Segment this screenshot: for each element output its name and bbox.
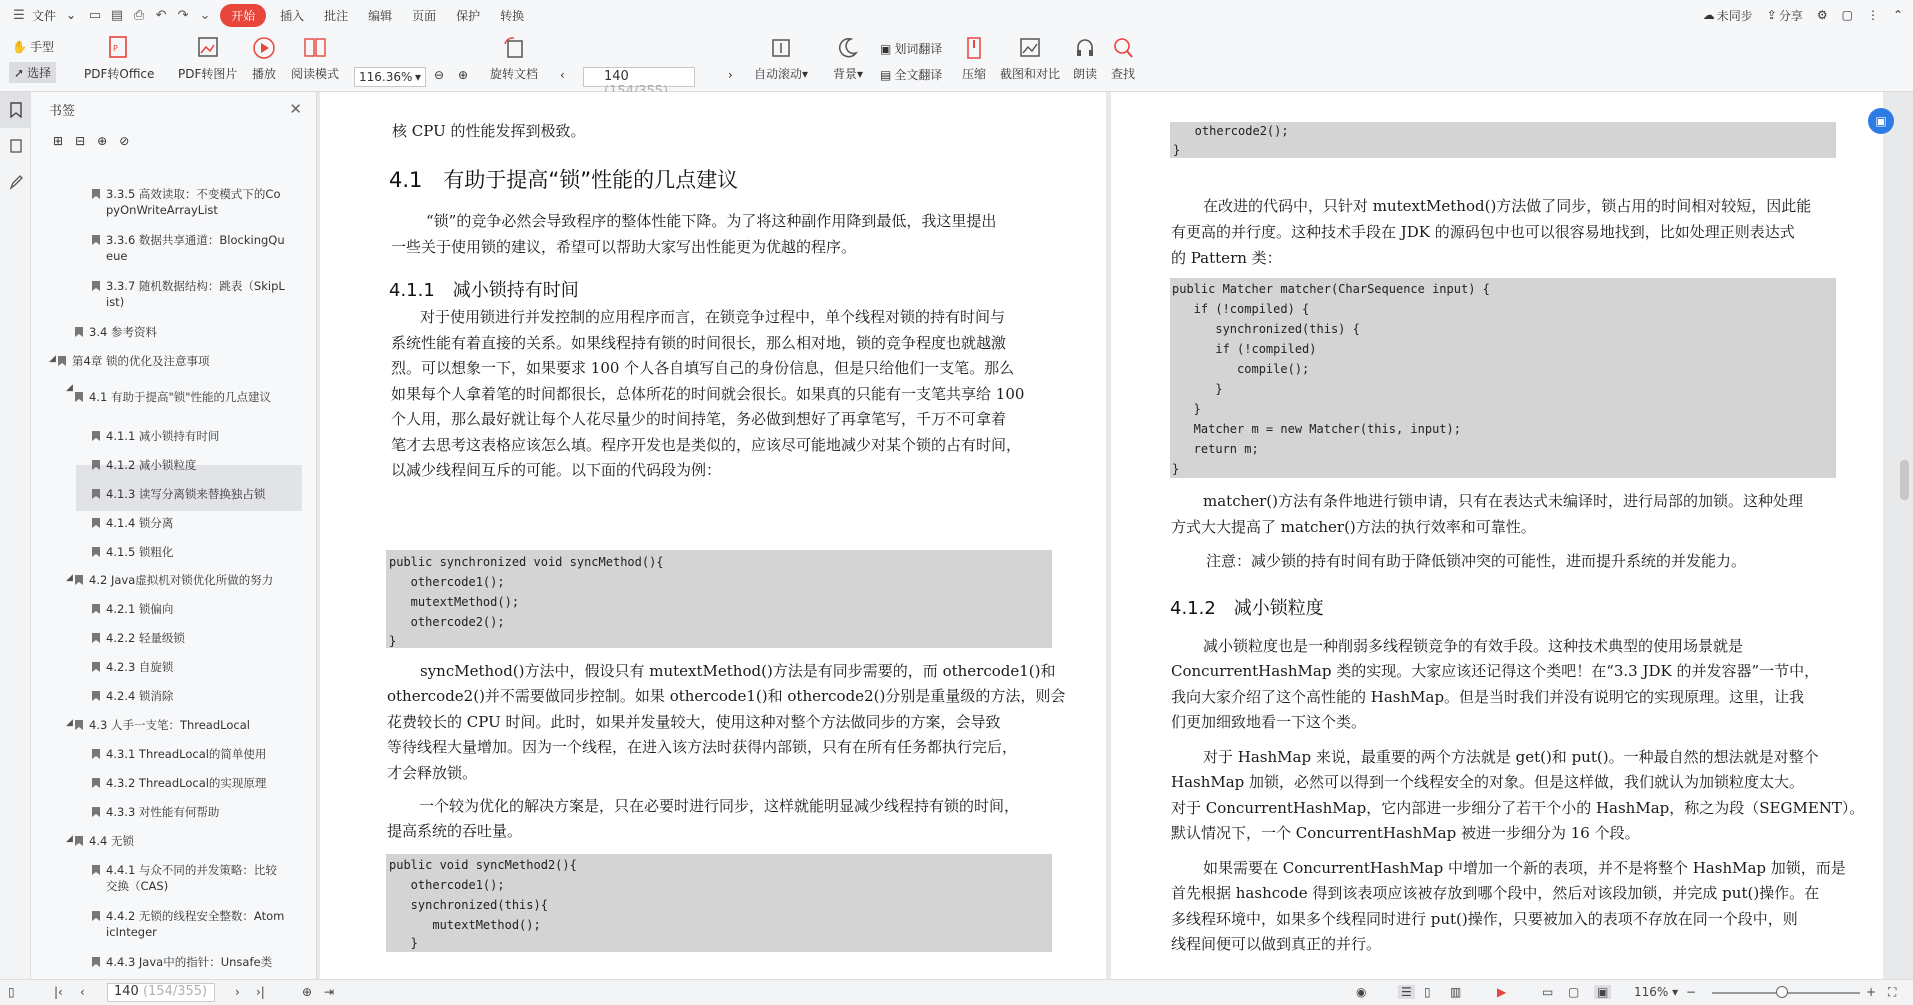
code-line: othercode2(); — [389, 615, 505, 629]
share-button[interactable]: 分享 — [1778, 8, 1803, 23]
prev-page-icon[interactable]: ‹ — [80, 985, 85, 999]
bookmark-icon — [92, 489, 100, 499]
bookmark-label: 4.1.4 锁分离 — [106, 516, 174, 530]
tab-edit[interactable]: 编辑 — [368, 8, 393, 23]
code-block — [1170, 122, 1836, 158]
status-page-current: 140 — [114, 984, 139, 999]
bookmark-icon — [92, 189, 100, 199]
bookmark-icon — [92, 749, 100, 759]
tab-start[interactable]: 开始 — [220, 4, 266, 27]
paragraph-line: 们更加细致地看一下这个类。 — [1171, 713, 1367, 731]
find-label: 查找 — [1110, 67, 1135, 81]
hand-icon: ✋ — [12, 39, 27, 54]
compress-label: 压缩 — [961, 67, 986, 81]
bookmark-label: 4.2.4 锁消除 — [106, 689, 174, 703]
zoom-in-icon[interactable]: ⊕ — [458, 68, 469, 82]
code-block — [1170, 278, 1836, 478]
paragraph-line: 减小锁粒度也是一种削弱多线程锁竞争的有效手段。这种技术典型的使用场景就是 — [1203, 637, 1744, 655]
bookmark-icon — [92, 691, 100, 701]
tab-insert[interactable]: 插入 — [280, 8, 305, 23]
rotate-document-button[interactable] — [490, 36, 538, 82]
find-button[interactable] — [1110, 36, 1136, 82]
left-rail — [0, 92, 31, 979]
bookmark-label: 3.3.7 随机数据结构：跳表（SkipL — [106, 279, 285, 293]
bookmark-label: 4.2 Java虚拟机对锁优化所做的努力 — [89, 573, 274, 587]
auto-scroll-icon — [768, 36, 794, 60]
bookmark-item[interactable] — [92, 186, 280, 218]
bookmark-icon — [75, 720, 83, 730]
full-translate-button[interactable] — [880, 66, 942, 83]
cloud-icon[interactable]: ☁ — [1702, 8, 1715, 22]
subsection-heading: 4.1.2 减小锁粒度 — [1170, 598, 1324, 619]
moon-icon — [835, 36, 861, 60]
menu-bar — [0, 0, 1913, 30]
auto-scroll-button[interactable] — [754, 36, 808, 82]
cursor-icon: ➚ — [14, 65, 25, 80]
bookmark-icon — [92, 431, 100, 441]
play-button[interactable] — [251, 36, 277, 82]
bookmark-label: 4.3 人手一支笔：ThreadLocal — [89, 718, 250, 732]
bookmark-icon — [92, 911, 100, 921]
menu-file-chevron-icon[interactable]: ⌄ — [66, 8, 77, 22]
bookmark-icon — [58, 356, 66, 366]
paragraph-line: 才会释放锁。 — [387, 764, 478, 782]
status-zoom-value: 116% — [1634, 985, 1669, 999]
bookmark-item[interactable] — [92, 515, 173, 531]
bookmark-panel-title: 书签 — [49, 103, 76, 119]
bookmark-icon — [92, 778, 100, 788]
redo-icon[interactable]: ↷ — [177, 7, 189, 23]
paragraph-line: 在改进的代码中，只针对 mutextMethod()方法做了同步，锁占用的时间相对较短，因此能 — [1203, 197, 1812, 215]
tab-convert[interactable]: 转换 — [500, 8, 525, 23]
code-line: synchronized(this){ — [389, 898, 548, 912]
bookmark-icon — [92, 518, 100, 528]
code-line: mutextMethod(); — [389, 918, 541, 932]
code-line: } — [1172, 462, 1180, 476]
bookmark-label: 4.4.1 与众不同的并发策略：比较 — [106, 863, 277, 877]
bookmark-item[interactable] — [75, 324, 157, 340]
bookmark-label: 4.4 无锁 — [89, 834, 134, 848]
annotation-panel-icon[interactable] — [0, 164, 31, 200]
bookmark-label: 4.4.2 无锁的线程安全整数：Atom — [106, 909, 285, 923]
paragraph-line: 提高系统的吞吐量。 — [387, 822, 523, 840]
bookmark-item[interactable] — [92, 688, 173, 704]
add-bookmark-icon[interactable]: ⊕ — [97, 134, 108, 148]
bookmark-item[interactable] — [92, 601, 173, 617]
bookmark-item[interactable] — [75, 572, 273, 588]
code-line: compile(); — [1172, 362, 1310, 376]
bookmark-label: 4.3.1 ThreadLocal的简单使用 — [106, 747, 267, 761]
bookmark-item[interactable] — [92, 486, 265, 502]
translate-icon: ▣ — [880, 41, 892, 56]
bookmark-item[interactable] — [92, 457, 196, 473]
paragraph-line: 有更高的并行度。这种技术手段在 JDK 的源码包中也可以很容易地找到，比如处理正则表达式 — [1171, 223, 1795, 241]
bookmark-label: 4.1.2 减小锁粒度 — [106, 458, 197, 472]
share-icon[interactable]: ⇪ — [1766, 8, 1777, 22]
pdf-to-office-button[interactable] — [84, 36, 154, 82]
read-aloud-button[interactable] — [1072, 36, 1098, 82]
bookmark-panel — [31, 92, 317, 979]
hamburger-icon[interactable]: ☰ — [13, 7, 25, 23]
read-aloud-label: 朗读 — [1072, 67, 1097, 81]
bookmark-icon — [92, 807, 100, 817]
paragraph-line: 我向大家介绍了这个高性能的 HashMap。但是当时我们并没有说明它的实现原理。这里，让我 — [1171, 688, 1805, 706]
code-line: mutextMethod(); — [389, 595, 520, 609]
zoom-dropdown[interactable]: 116% ▾ — [1634, 985, 1679, 999]
tab-annotate[interactable]: 批注 — [324, 8, 349, 23]
menu-file[interactable]: 文件 — [32, 8, 57, 23]
paragraph-line: 烈。可以想象一下，如果要求 100 个人各自填写自己的身份信息，但是只给他们一支笔。那么 — [391, 359, 1015, 377]
collapse-all-icon[interactable]: ⊟ — [75, 134, 86, 148]
bookmark-item-selected[interactable] — [75, 389, 271, 405]
status-page-total: (154/355) — [142, 984, 208, 999]
background-button[interactable] — [833, 36, 863, 82]
zoom-chevron-icon: ▾ — [414, 70, 421, 84]
paragraph-line: 线程间便可以做到真正的并行。 — [1171, 935, 1382, 953]
code-line: othercode1(); — [389, 575, 505, 589]
bookmark-label-cont: eue — [106, 249, 128, 263]
paragraph-line: syncMethod()方法中，假设只有 mutextMethod()方法是有同步需要的，而 othercode1()和 — [420, 662, 1056, 680]
paragraph-line: ConcurrentHashMap 类的实现。大家应该还记得这个类吧！在“3.3 JDK 的并发容器”一节中， — [1171, 662, 1820, 680]
collapse-arrow-icon[interactable]: ◢ — [66, 718, 73, 728]
comment-icon[interactable]: ▢ — [1841, 8, 1853, 22]
pdf-to-image-icon — [195, 36, 221, 60]
bookmark-label-cont: icInteger — [106, 925, 157, 939]
paragraph-line: 一些关于使用锁的建议，希望可以帮助大家写出性能更为优越的程序。 — [391, 238, 857, 256]
bookmark-item[interactable] — [92, 908, 284, 940]
auto-scroll-label: 自动滚动 — [754, 67, 803, 81]
paragraph-line: 系统性能有着直接的关系。如果线程持有锁的时间很长，那么相对地，锁的竞争程度也就越激 — [391, 334, 1007, 352]
actual-size-icon[interactable]: ▣ — [1594, 985, 1611, 999]
read-mode-button[interactable] — [291, 36, 339, 82]
word-translate-label: 划词翻译 — [894, 42, 943, 56]
bookmark-label: 第4章 锁的优化及注意事项 — [72, 354, 210, 368]
screenshot-compare-label: 截图和对比 — [1000, 67, 1061, 81]
zoom-slider-handle[interactable] — [1776, 986, 1788, 998]
headphone-icon — [1072, 36, 1098, 60]
background-text: 背景▾ — [833, 67, 864, 81]
full-translate-icon: ▤ — [880, 67, 892, 82]
bookmark-panel-icon[interactable] — [0, 92, 31, 128]
paragraph-line: 花费较长的 CPU 时间。此时，如果并发量较大，使用这种对整个方法做同步的方案，会导致 — [387, 713, 1001, 731]
bookmark-icon — [75, 392, 83, 402]
code-line: } — [1172, 382, 1223, 396]
last-page-icon[interactable]: ›| — [256, 985, 265, 999]
menu-right-group — [1703, 0, 1903, 30]
ribbon-toolbar — [0, 30, 1913, 92]
code-line: } — [389, 936, 418, 950]
zoom-out-icon[interactable]: − — [1686, 985, 1697, 999]
pdf-to-image-button[interactable] — [178, 36, 237, 82]
word-translate-button[interactable] — [880, 40, 942, 57]
bookmark-icon — [92, 633, 100, 643]
page-current: 140 — [604, 69, 629, 84]
bookmark-icon — [75, 575, 83, 585]
zoom-out-icon[interactable]: ⊖ — [434, 68, 445, 82]
fullscreen-icon[interactable]: ⛶ — [1888, 985, 1897, 999]
document-page-left — [320, 92, 1106, 979]
floating-action-icon[interactable]: ▣ — [1868, 108, 1894, 134]
bookmark-label: 4.3.3 对性能有何帮助 — [106, 805, 220, 819]
bookmark-item[interactable] — [75, 833, 134, 849]
bookmark-label: 3.4 参考资料 — [89, 325, 157, 339]
close-icon[interactable]: ✕ — [289, 100, 302, 118]
rotate-document-label: 旋转文档 — [490, 67, 539, 81]
code-block — [386, 854, 1052, 952]
bookmark-label: 4.2.1 锁偏向 — [106, 602, 174, 616]
double-view-icon[interactable]: ▥ — [1450, 985, 1462, 999]
paragraph-line: 以减少线程间互斥的可能。以下面的代码段为例： — [391, 461, 722, 479]
bookmark-icon — [92, 957, 100, 967]
code-line: public synchronized void syncMethod(){ — [389, 555, 664, 569]
unsynced-status[interactable]: 未同步 — [1716, 8, 1753, 23]
subsection-heading: 4.1.1 减小锁持有时间 — [389, 280, 579, 301]
collapse-arrow-icon[interactable]: ◢ — [49, 354, 56, 364]
paragraph-line: 对于使用锁进行并发控制的应用程序而言，在锁竞争过程中，单个线程对锁的持有时间与 — [420, 308, 1006, 326]
status-bar — [0, 979, 1913, 1005]
paragraph-line: 方式大大提高了 matcher()方法的执行效率和可靠性。 — [1171, 518, 1536, 536]
paragraph-line: 多线程环境中，如果多个线程同时进行 put()操作，只要被加入的表项不存放在同一个段中，则 — [1171, 910, 1798, 928]
play-icon[interactable]: ▶ — [1497, 985, 1507, 999]
pdf-to-office-icon — [106, 36, 132, 60]
code-line: } — [1173, 143, 1181, 157]
rotate-document-icon — [501, 36, 527, 60]
fit-width-icon[interactable]: ▭ — [1542, 985, 1554, 999]
page-number-input[interactable] — [583, 67, 695, 87]
settings-icon[interactable]: ⚙ — [1816, 8, 1828, 22]
paragraph-line: 如果需要在 ConcurrentHashMap 中增加一个新的表项，并不是将整个 HashMap 加锁，而是 — [1203, 859, 1846, 877]
select-label: 选择 — [27, 66, 52, 80]
status-page-input[interactable] — [107, 983, 215, 1002]
export-page-icon[interactable]: ⇥ — [324, 985, 335, 999]
code-line: public Matcher matcher(CharSequence input) { — [1172, 282, 1490, 296]
bookmark-label-cont: 交换（CAS) — [106, 879, 169, 893]
paragraph-line: 等待线程大量增加。因为一个线程，在进入该方法时获得内部锁，只有在所有任务都执行完后， — [387, 738, 1018, 756]
collapse-arrow-icon[interactable]: ◢ — [66, 573, 73, 583]
bookmark-label: 4.4.3 Java中的指针：Unsafe类 — [106, 955, 273, 969]
bookmark-item[interactable] — [92, 278, 285, 310]
bookmark-item[interactable] — [58, 353, 209, 369]
paragraph-line: 笔才去思考这表格应该怎么填。程序开发也是类似的，应该尽可能地减少对某个锁的占有时间， — [391, 436, 1022, 454]
play-icon — [251, 36, 277, 60]
find-icon — [1110, 36, 1136, 60]
bookmark-icon — [92, 662, 100, 672]
paragraph-line: 对于 HashMap 来说，最重要的两个方法就是 get()和 put()。一种最自然的想法就是对整个 — [1203, 748, 1819, 766]
collapse-arrow-icon[interactable]: ◢ — [66, 834, 73, 844]
next-page-icon[interactable]: › — [728, 68, 733, 82]
section-heading: 4.1 有助于提高“锁”性能的几点建议 — [389, 168, 739, 192]
paragraph-line: 对于 ConcurrentHashMap，它内部进一步细分了若干个小的 HashMap，称之为段（SEGMENT）。 — [1171, 799, 1865, 817]
fit-page-icon[interactable]: ▢ — [1568, 985, 1580, 999]
bookmark-item[interactable] — [92, 746, 266, 762]
collapse-ribbon-icon[interactable]: ⌃ — [1892, 8, 1903, 22]
quick-access-chevron-icon[interactable]: ⌄ — [199, 7, 211, 23]
tab-protect[interactable]: 保护 — [456, 8, 481, 23]
eye-protect-icon[interactable]: ◉ — [1356, 985, 1367, 999]
bookmark-label-cont: ist) — [106, 295, 125, 309]
note-line: 注意：减少锁的持有时间有助于降低锁冲突的可能性，进而提升系统的并发能力。 — [1206, 552, 1747, 570]
next-page-icon[interactable]: › — [235, 985, 240, 999]
code-block — [386, 550, 1052, 648]
expand-all-icon[interactable]: ⊞ — [53, 134, 64, 148]
bookmark-label: 4.1 有助于提高"锁"性能的几点建议 — [89, 390, 272, 404]
prev-page-icon[interactable]: ‹ — [560, 68, 565, 82]
bookmark-label: 4.1.3 读写分离锁来替换独占锁 — [106, 487, 266, 501]
paragraph-line: 首先根据 hashcode 得到该表项应该被存放到哪个段中，然后对该段加锁，并完成 put()操作。在 — [1171, 884, 1820, 902]
continuous-view-icon[interactable]: ☰ — [1398, 985, 1415, 999]
tab-page[interactable]: 页面 — [412, 8, 437, 23]
code-line: Matcher m = new Matcher(this, input); — [1172, 422, 1461, 436]
code-line: if (!compiled) — [1172, 342, 1317, 356]
code-line: } — [389, 634, 397, 648]
code-line: synchronized(this) { — [1172, 322, 1360, 336]
paragraph-line: 一个较为优化的解决方案是，只在必要时进行同步，这样就能明显减少线程持有锁的时间， — [419, 797, 1020, 815]
code-line: if (!compiled) { — [1172, 302, 1310, 316]
bookmark-icon — [92, 281, 100, 291]
document-view[interactable] — [317, 92, 1913, 979]
bookmark-item[interactable] — [92, 428, 219, 444]
bookmark-item[interactable] — [92, 544, 173, 560]
sidebar-toggle-icon[interactable]: ▯ — [8, 985, 15, 999]
bookmark-label: 3.3.5 高效读取：不变模式下的Co — [106, 187, 281, 201]
compress-button[interactable] — [961, 36, 987, 82]
bookmark-icon — [92, 547, 100, 557]
single-view-icon[interactable]: ▯ — [1424, 985, 1431, 999]
bookmark-item[interactable] — [92, 954, 272, 970]
hand-tool[interactable] — [12, 38, 54, 55]
bookmark-icon — [92, 604, 100, 614]
bookmark-panel-header — [31, 92, 316, 126]
bookmark-options-icon[interactable]: ⊘ — [119, 134, 130, 148]
bookmark-label-cont: pyOnWriteArrayList — [106, 203, 218, 217]
paragraph-line: matcher()方法有条件地进行锁申请，只有在表达式未编译时，进行局部的加锁。这种处理 — [1203, 492, 1804, 510]
auto-scroll-text: 自动滚动▾ — [754, 67, 809, 81]
code-line: return m; — [1172, 442, 1259, 456]
code-line: } — [1172, 402, 1201, 416]
paragraph-line: 的 Pattern 类： — [1171, 249, 1282, 267]
paragraph-line: 如果每个人拿着笔的时间都很长，总体所花的时间就会很长。如果真的只能有一支笔共享给 100 — [391, 385, 1025, 403]
undo-icon[interactable]: ↶ — [155, 7, 167, 23]
select-tool[interactable] — [9, 62, 56, 83]
bookmark-icon — [92, 235, 100, 245]
bookmark-item[interactable] — [92, 232, 285, 264]
full-translate-label: 全文翻译 — [894, 68, 943, 82]
paragraph-line: 默认情况下，一个 ConcurrentHashMap 被进一步细分为 16 个段。 — [1171, 824, 1640, 842]
bookmark-item[interactable] — [92, 804, 219, 820]
compress-icon — [961, 36, 987, 60]
zoom-value: 116.36% — [359, 70, 413, 84]
bookmark-label: 4.2.3 自旋锁 — [106, 660, 174, 674]
zoom-in-icon[interactable]: + — [1866, 985, 1877, 999]
zoom-select[interactable] — [354, 67, 426, 87]
document-page-right — [1111, 92, 1883, 979]
code-line: othercode1(); — [389, 878, 505, 892]
play-label: 播放 — [251, 67, 276, 81]
bookmark-label: 4.1.5 锁粗化 — [106, 545, 174, 559]
bookmark-label: 4.1.1 减小锁持有时间 — [106, 429, 220, 443]
paragraph-line: 个人用，那么最好就让每个人花尽量少的时间持笔，务必做到想好了再拿笔写，千万不可拿着 — [391, 410, 1007, 428]
collapse-arrow-icon[interactable]: ◢ — [66, 383, 73, 393]
bookmark-label: 4.2.2 轻量级锁 — [106, 631, 185, 645]
bookmark-item[interactable] — [75, 717, 250, 733]
bookmark-icon — [92, 460, 100, 470]
read-mode-label: 阅读模式 — [291, 67, 340, 81]
background-label: 背景 — [833, 67, 858, 81]
more-icon[interactable]: ⋮ — [1866, 8, 1879, 22]
bookmark-label: 4.3.2 ThreadLocal的实现原理 — [106, 776, 267, 790]
bookmark-item[interactable] — [92, 775, 266, 791]
open-folder-icon[interactable]: ▭ — [88, 7, 102, 23]
document-scrollbar[interactable] — [1900, 460, 1909, 500]
code-line: public void syncMethod2(){ — [389, 858, 577, 872]
bookmark-item[interactable] — [92, 862, 277, 894]
read-mode-icon — [302, 36, 328, 60]
print-icon[interactable]: ⎙ — [133, 7, 145, 23]
pdf-to-image-label: PDF转图片 — [178, 67, 238, 81]
bookmark-item[interactable] — [92, 630, 185, 646]
bookmark-item[interactable] — [92, 659, 173, 675]
bookmark-label: 3.3.6 数据共享通道：BlockingQu — [106, 233, 285, 247]
paragraph-line: HashMap 加锁，必然可以得到一个线程安全的对象。但是这样做，我们就认为加锁粒度太大。 — [1171, 773, 1805, 791]
thumbnail-panel-icon[interactable] — [0, 128, 31, 164]
first-page-icon[interactable]: |‹ — [54, 985, 63, 999]
paragraph-line: othercode2()并不需要做同步控制。如果 othercode1()和 othercode2()分别是重量级的方法，则会 — [387, 687, 1066, 705]
bookmark-tools — [31, 126, 316, 156]
paragraph-line: “锁”的竞争必然会导致程序的整体性能下降。为了将这种副作用降到最低，我这里提出 — [426, 212, 997, 230]
paragraph-line: 核 CPU 的性能发挥到极致。 — [392, 122, 586, 140]
bookmark-icon — [92, 865, 100, 875]
save-icon[interactable]: ▤ — [110, 7, 124, 23]
screenshot-icon — [1017, 36, 1043, 60]
screenshot-compare-button[interactable] — [1000, 36, 1060, 82]
hand-label: 手型 — [29, 40, 54, 54]
pdf-to-office-label: PDF转Office — [84, 67, 155, 81]
bookmark-icon — [75, 836, 83, 846]
svg-text:P: P — [113, 44, 119, 53]
insert-page-icon[interactable]: ⊕ — [302, 985, 313, 999]
code-line: othercode2(); — [1173, 124, 1289, 138]
bookmark-icon — [75, 327, 83, 337]
